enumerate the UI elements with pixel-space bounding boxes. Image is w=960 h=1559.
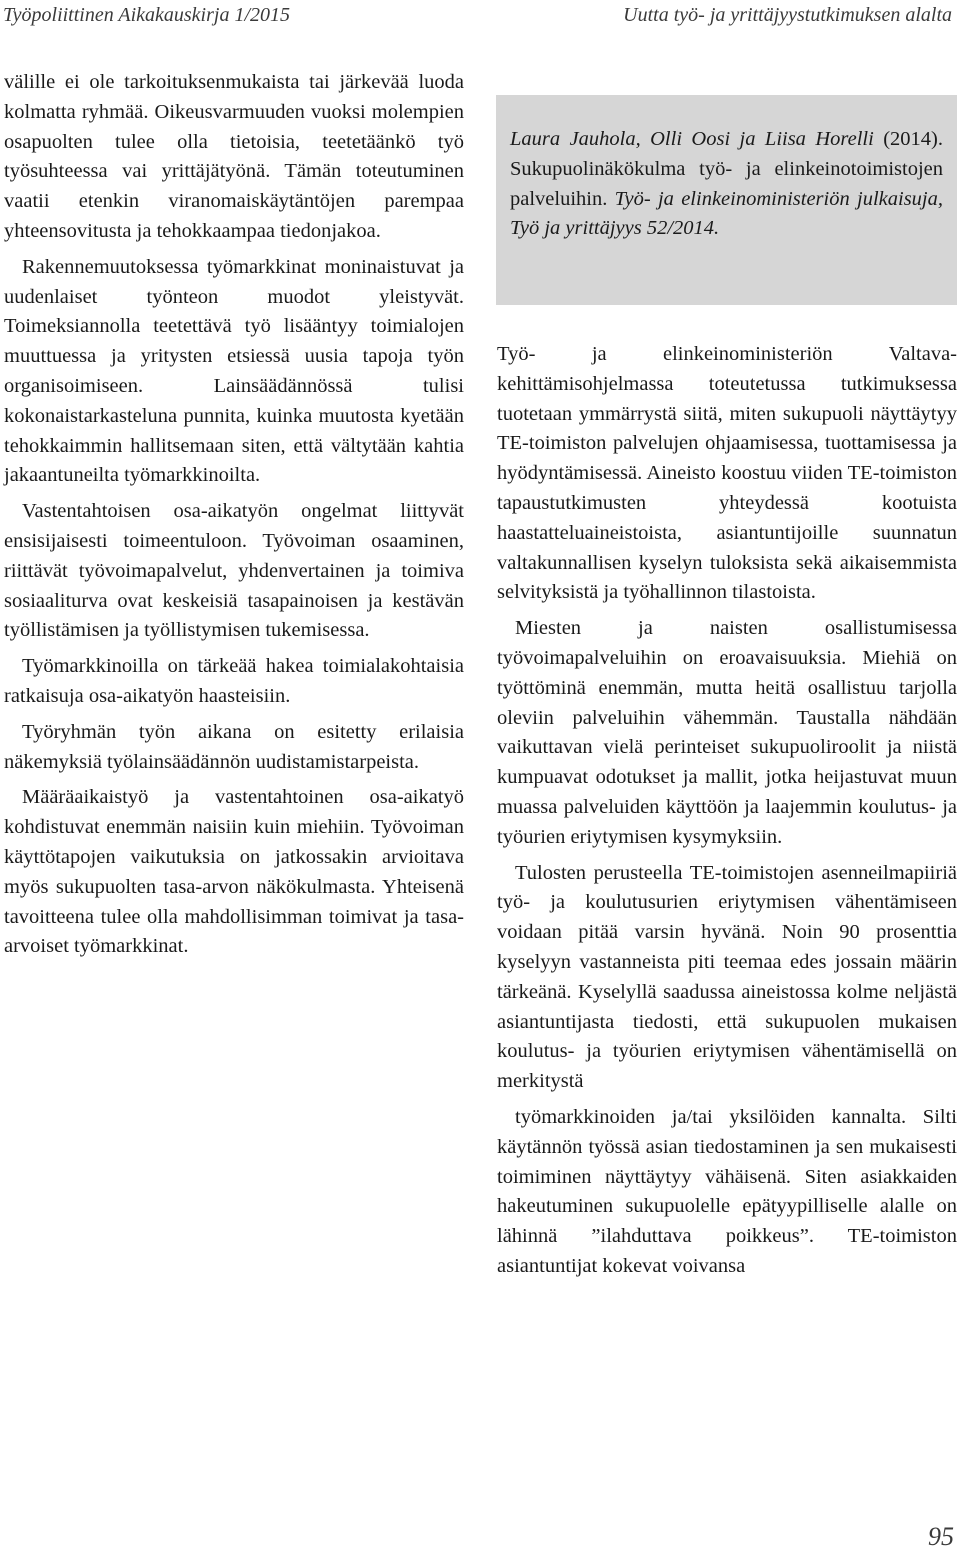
reference-title: Sukupuolinäkökulma työ- ja elinkeinotoimistojen palveluihin.	[510, 157, 943, 210]
paragraph: Rakennemuutoksessa työmarkkinat moninaistuvat ja uudenlaiset työnteon muodot yleistyvät. Toimeksiannolla teetettävä työ lisääntyy toimialojen muuttuessa ja yritysten etsiessä uusia tapoja työn organisoimiseen. Lainsäädännössä tulisi kokonaistarkasteluna punnita, kuinka muutosta kyetään tehokkaimmin hallitsemaan siten, että vältytään kahtia jakaantuneilta työmarkkinoilta.	[4, 255, 464, 487]
paragraph: Työ- ja elinkeinoministeriön Valtava-kehittämisohjelmassa toteutetussa tutkimuksessa tuotetaan ymmärrystä siitä, miten sukupuoli näyttäytyy TE-toimiston palvelujen ohjaamisessa, tuottamisessa ja hyödyntämisessä. Aineisto koostuu viiden TE-toimiston tapaustutkimusten yhteydessä kootuista haastatteluaineistoista, asiantuntijoille suunnatun valtakunnallisen kyselyn tuloksista sekä aikaisemmista selvityksistä ja työhallinnon tilastoista.	[497, 343, 957, 604]
paragraph: Määräaikaistyö ja vastentahtoinen osa-aikatyö kohdistuvat enemmän naisiin kuin miehiin. Työvoiman käyttötapojen vaikutuksia on jatkossakin arvioitava myös sukupuolten tasa-arvon näkökulmasta. Yhteisenä tavoitteena tulee olla mahdollisimman toimivat ja tasa-arvoiset työmarkkinat.	[4, 786, 464, 958]
paragraph: Miesten ja naisten osallistumisessa työvoimapalveluihin on eroavaisuuksia. Miehiä on työttöminä enemmän, mutta heitä osallistuu tarjolla oleviin palveluihin vähemmän. Taustalla nähdään vaikuttavan vielä perinteiset sukupuoliroolit ja niistä kumpuavat odotukset ja mallit, jotka heijastuvat muun muassa palveluiden käyttöön ja laajemmin koulutus- ja työurien eriytymisen kysymyksiin.	[497, 617, 957, 848]
paragraph: Vastentahtoisen osa-aikatyön ongelmat liittyvät ensisijaisesti toimeentuloon. Työvoiman osaaminen, riittävät työvoimapalvelut, yhdenvertainen ja toimiva sosiaaliturva ovat keskeisiä tasapainoisen ja kestävän työllistämisen ja työllistymisen tukemisessa.	[4, 500, 464, 642]
section-header: Uutta työ- ja yrittäjyystutkimuksen alalta	[623, 4, 952, 26]
paragraph: Työmarkkinoilla on tärkeää hakea toimialakohtaisia ratkaisuja osa-aikatyön haasteisiin.	[4, 655, 464, 707]
reference-citation	[510, 125, 943, 244]
reference-authors: Laura Jauhola, Olli Oosi ja Liisa Horelli	[510, 128, 874, 150]
paragraph: Työryhmän työn aikana on esitetty erilaisia näkemyksiä työlainsäädännön uudistamistarpeista.	[4, 720, 464, 773]
left-column	[4, 68, 464, 968]
page-number: 95	[928, 1522, 954, 1551]
right-column	[497, 340, 957, 1288]
reference-year: (2014).	[873, 128, 944, 150]
reference-box	[496, 95, 957, 305]
paragraph: välille ei ole tarkoituksenmukaista tai järkevää luoda kolmatta ryhmää. Oikeusvarmuuden vuoksi molempien osapuolten tulee olla tietoisia, teetetäänkö työ työsuhteessa vai yrittäjätyönä. Tämän toteutuminen vaatii etenkin viranomaiskäytäntöjen parempaa yhteensovitusta ja tehokkaampaa tiedonjakoa.	[4, 71, 464, 242]
journal-header: Työpoliittinen Aikakauskirja 1/2015	[3, 4, 291, 26]
paragraph: työmarkkinoiden ja/tai yksilöiden kannalta. Silti käytännön työssä asian tiedostaminen ja sen mukaisesti toimiminen näyttäytyy vähäisenä. Siten asiakkaiden hakeutuminen sukupuolelle epätyypilliselle alalle on lähinnä ”ilahduttava poikkeus”. TE-toimiston asiantuntijat kokevat voivansa	[497, 1105, 957, 1277]
paragraph: Tulosten perusteella TE-toimistojen asenneilmapiiriä työ- ja koulutusurien eriytymisen vähentämiseen voidaan pitää varsin hyvänä. Noin 90 prosenttia kyselyyn vastanneista piti teemaa edes jossain määrin tärkeänä. Kyselyllä saadussa aineistossa kolme neljästä asiantuntijasta tiedosti, että sukupuolen mukaisen koulutus- ja työurien eriytymisen vähentämisellä on merkitystä	[497, 861, 957, 1093]
reference-series: Työ- ja elinkeinoministeriön julkaisuja, Työ ja yrittäjyys 52/2014.	[510, 187, 943, 240]
